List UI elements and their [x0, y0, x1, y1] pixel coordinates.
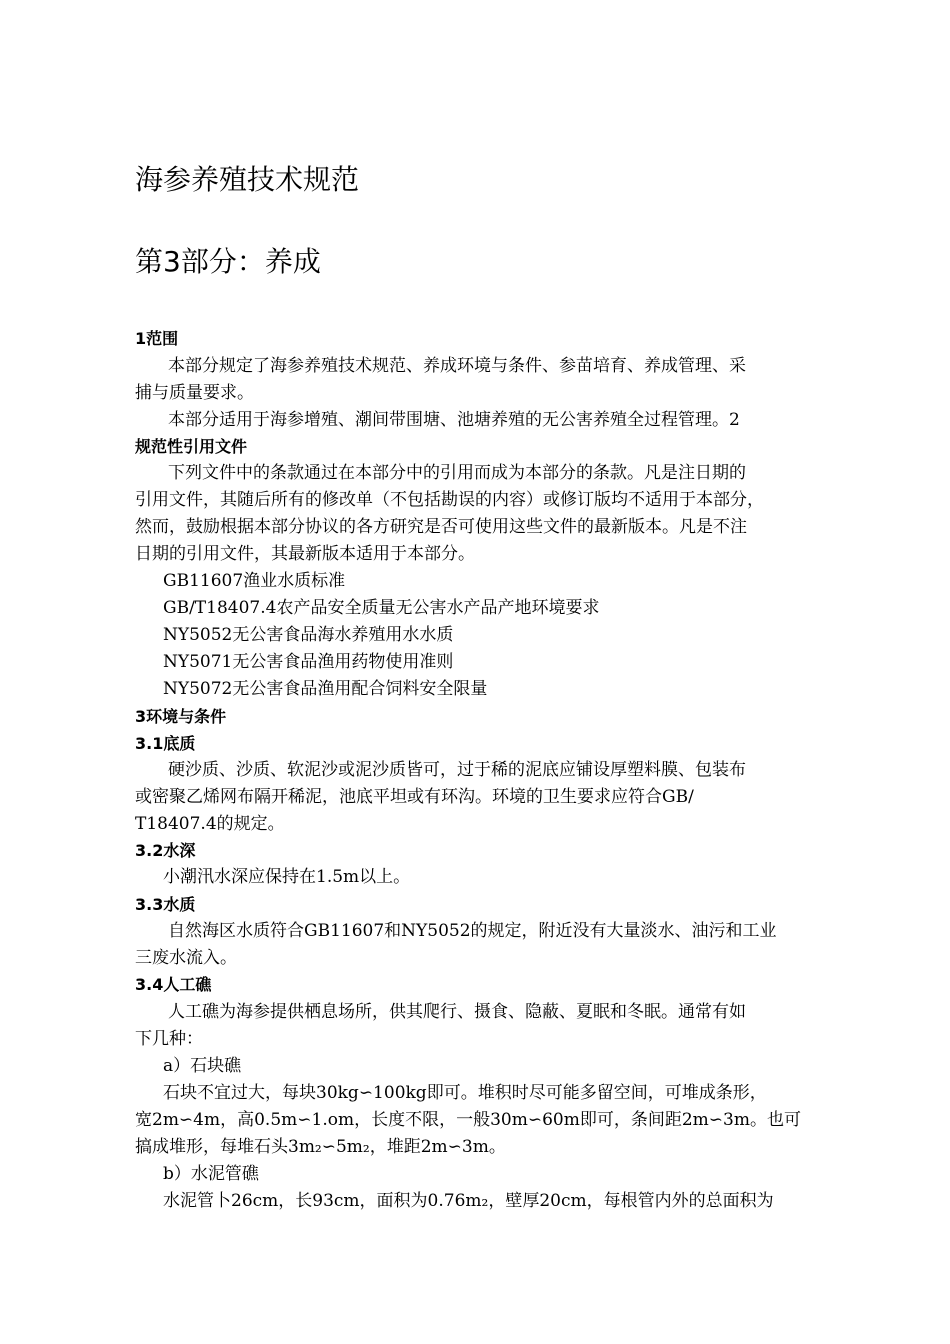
- paragraph-line: 人工礁为海参提供栖息场所，供其爬行、摄食、隐蔽、夏眠和冬眠。通常有如: [168, 1002, 746, 1022]
- document-subtitle: 第3部分：养成: [135, 245, 321, 278]
- paragraph-line: 捕与质量要求。: [135, 383, 254, 403]
- list-item-heading: b）水泥管礁: [163, 1164, 259, 1184]
- list-item-heading: a）石块礁: [163, 1056, 242, 1076]
- reference-item: NY5052无公害食品海水养殖用水水质: [163, 625, 454, 645]
- reference-item: NY5071无公害食品渔用药物使用准则: [163, 652, 454, 672]
- paragraph-line: 自然海区水质符合GB11607和NY5052的规定，附近没有大量淡水、油污和工业: [168, 921, 777, 941]
- section-3-1-heading: 3.1底质: [135, 734, 196, 753]
- section-2-heading: 规范性引用文件: [135, 437, 248, 456]
- paragraph-line: 下列文件中的条款通过在本部分中的引用而成为本部分的条款。凡是注日期的: [168, 463, 746, 483]
- paragraph-line: 水泥管卜26cm，长93cm，面积为0.76m₂，壁厚20cm，每根管内外的总面积为: [163, 1191, 774, 1211]
- reference-item: GB11607渔业水质标准: [163, 571, 346, 591]
- paragraph-line: 搞成堆形，每堆石头3m₂∽5m₂，堆距2m∽3m。: [135, 1137, 506, 1157]
- paragraph-line: 宽2m∽4m，高0.5m∽1.om，长度不限，一般30m∽60m即可，条间距2m∽3m。也可: [135, 1110, 801, 1130]
- section-3-heading: 3环境与条件: [135, 707, 227, 726]
- reference-item: GB/T18407.4农产品安全质量无公害水产品产地环境要求: [163, 598, 600, 618]
- paragraph-line: 或密聚乙烯网布隔开稀泥，池底平坦或有环沟。环境的卫生要求应符合GB/: [135, 787, 694, 807]
- paragraph-line: T18407.4的规定。: [135, 814, 285, 834]
- paragraph-line: 本部分适用于海参增殖、潮间带围塘、池塘养殖的无公害养殖全过程管理。2: [168, 410, 740, 430]
- section-3-2-heading: 3.2水深: [135, 841, 196, 860]
- section-3-3-heading: 3.3水质: [135, 895, 196, 914]
- reference-item: NY5072无公害食品渔用配合饲料安全限量: [163, 679, 488, 699]
- paragraph-line: 引用文件，其随后所有的修改单（不包括勘误的内容）或修订版均不适用于本部分，: [135, 490, 764, 510]
- paragraph-line: 日期的引用文件，其最新版本适用于本部分。: [135, 544, 475, 564]
- paragraph-line: 石块不宜过大，每块30kg∽100kg即可。堆积时尽可能多留空间，可堆成条形，: [163, 1083, 767, 1103]
- paragraph-line: 小潮汛水深应保持在1.5m以上。: [163, 867, 411, 887]
- paragraph-line: 三废水流入。: [135, 948, 237, 968]
- paragraph-line: 本部分规定了海参养殖技术规范、养成环境与条件、参苗培育、养成管理、采: [168, 356, 746, 376]
- paragraph-line: 然而，鼓励根据本部分协议的各方研究是否可使用这些文件的最新版本。凡是不注: [135, 517, 747, 537]
- paragraph-line: 硬沙质、沙质、软泥沙或泥沙质皆可，过于稀的泥底应铺设厚塑料膜、包装布: [168, 760, 746, 780]
- section-1-heading: 1范围: [135, 329, 179, 348]
- paragraph-line: 下几种：: [135, 1029, 203, 1049]
- section-3-4-heading: 3.4人工礁: [135, 975, 212, 994]
- document-title: 海参养殖技术规范: [135, 163, 360, 196]
